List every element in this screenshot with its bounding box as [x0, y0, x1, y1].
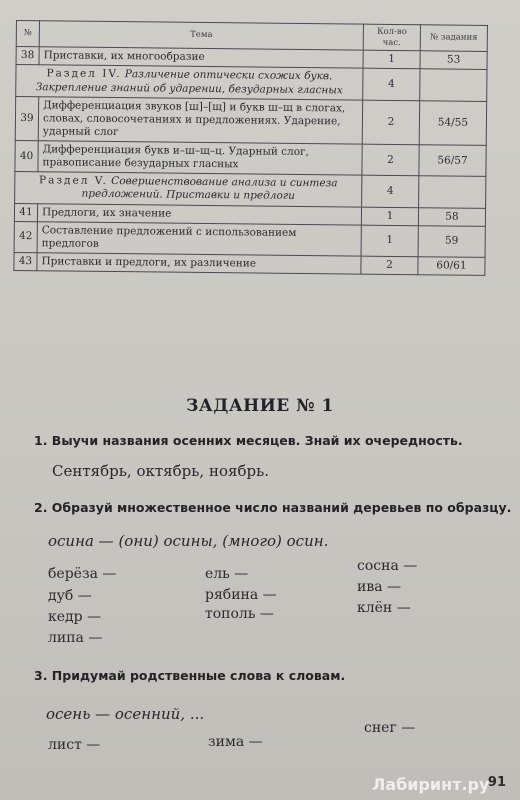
tree-word: ива — [357, 579, 402, 595]
question-2-example: осина — (они) осины, (много) осин. [48, 532, 329, 550]
related-word: зима — [208, 734, 263, 750]
row-num: 41 [14, 203, 37, 221]
row-topic: Составление предложений с использованием предлогов [37, 221, 361, 256]
question-1-answer: Сентябрь, октябрь, ноябрь. [52, 462, 270, 480]
header-num: № [16, 21, 39, 47]
tree-word: кедр — [48, 609, 102, 625]
tree-word: берёза — [48, 566, 117, 582]
tree-word: липа — [48, 630, 103, 646]
section-topic: Различение оптически схожих букв. Закрепление знаний об ударении, безударных гласных [35, 68, 343, 96]
row-topic: Приставки, их многообразие [39, 47, 363, 69]
row-hours: 2 [361, 256, 418, 275]
question-1: 1. Выучи названия осенних месяцев. Знай их очередность. [34, 433, 463, 448]
header-task: № задания [420, 25, 487, 52]
question-2: 2. Образуй множественное число названий деревьев по образцу. [34, 500, 512, 515]
row-num: 40 [15, 140, 38, 171]
related-word: снег — [364, 720, 416, 736]
section-prefix: Раздел IV. [46, 67, 122, 81]
row-topic: Предлоги, их значение [37, 203, 361, 225]
tree-word: тополь — [205, 606, 274, 622]
tree-word: клён — [357, 600, 411, 616]
header-hours: Кол-во час. [363, 24, 420, 51]
row-hours: 2 [362, 144, 419, 176]
row-task: 54/55 [419, 100, 486, 145]
tree-word: рябина — [205, 587, 277, 603]
question-3: 3. Придумай родственные слова к словам. [34, 668, 346, 683]
section-topic: Совершенствование анализа и синтеза предложений. Приставки и предлоги [81, 175, 338, 203]
tree-word: дуб — [48, 588, 92, 604]
section-prefix: Раздел V. [38, 174, 108, 188]
tree-word: ель — [205, 566, 249, 582]
row-num: 38 [16, 47, 39, 65]
watermark-logo: Лабиринт.ру [372, 775, 490, 794]
exercise-title: ЗАДАНИЕ № 1 [186, 396, 334, 416]
related-word: лист — [48, 737, 101, 753]
row-num: 43 [14, 252, 37, 270]
row-hours: 2 [362, 100, 419, 145]
question-3-example: осень — осенний, ... [46, 705, 205, 723]
row-hours: 4 [363, 69, 420, 101]
row-task: 60/61 [418, 257, 485, 276]
row-hours: 1 [361, 225, 418, 257]
row-num: 42 [14, 221, 37, 252]
row-topic: Дифференциация букв и–ш–щ–ц. Ударный слог, правописание безударных гласных [38, 141, 362, 176]
row-num: 39 [15, 96, 38, 141]
row-topic: Дифференциация звуков [ш]–[щ] и букв ш–щ в слогах, словах, словосочетаниях и предложениях. Ударение, ударный слог [38, 96, 362, 144]
row-task: 53 [420, 51, 487, 70]
row-task: 58 [418, 207, 485, 226]
row-hours: 1 [363, 50, 420, 69]
row-task: 56/57 [419, 145, 486, 177]
tree-word: сосна — [357, 558, 418, 574]
row-task: 59 [418, 225, 485, 257]
header-topic: Тема [39, 21, 363, 51]
row-topic: Приставки и предлоги, их различение [37, 253, 361, 275]
row-hours: 1 [361, 207, 418, 226]
row-hours: 4 [362, 175, 419, 207]
page-number: 91 [487, 775, 506, 790]
